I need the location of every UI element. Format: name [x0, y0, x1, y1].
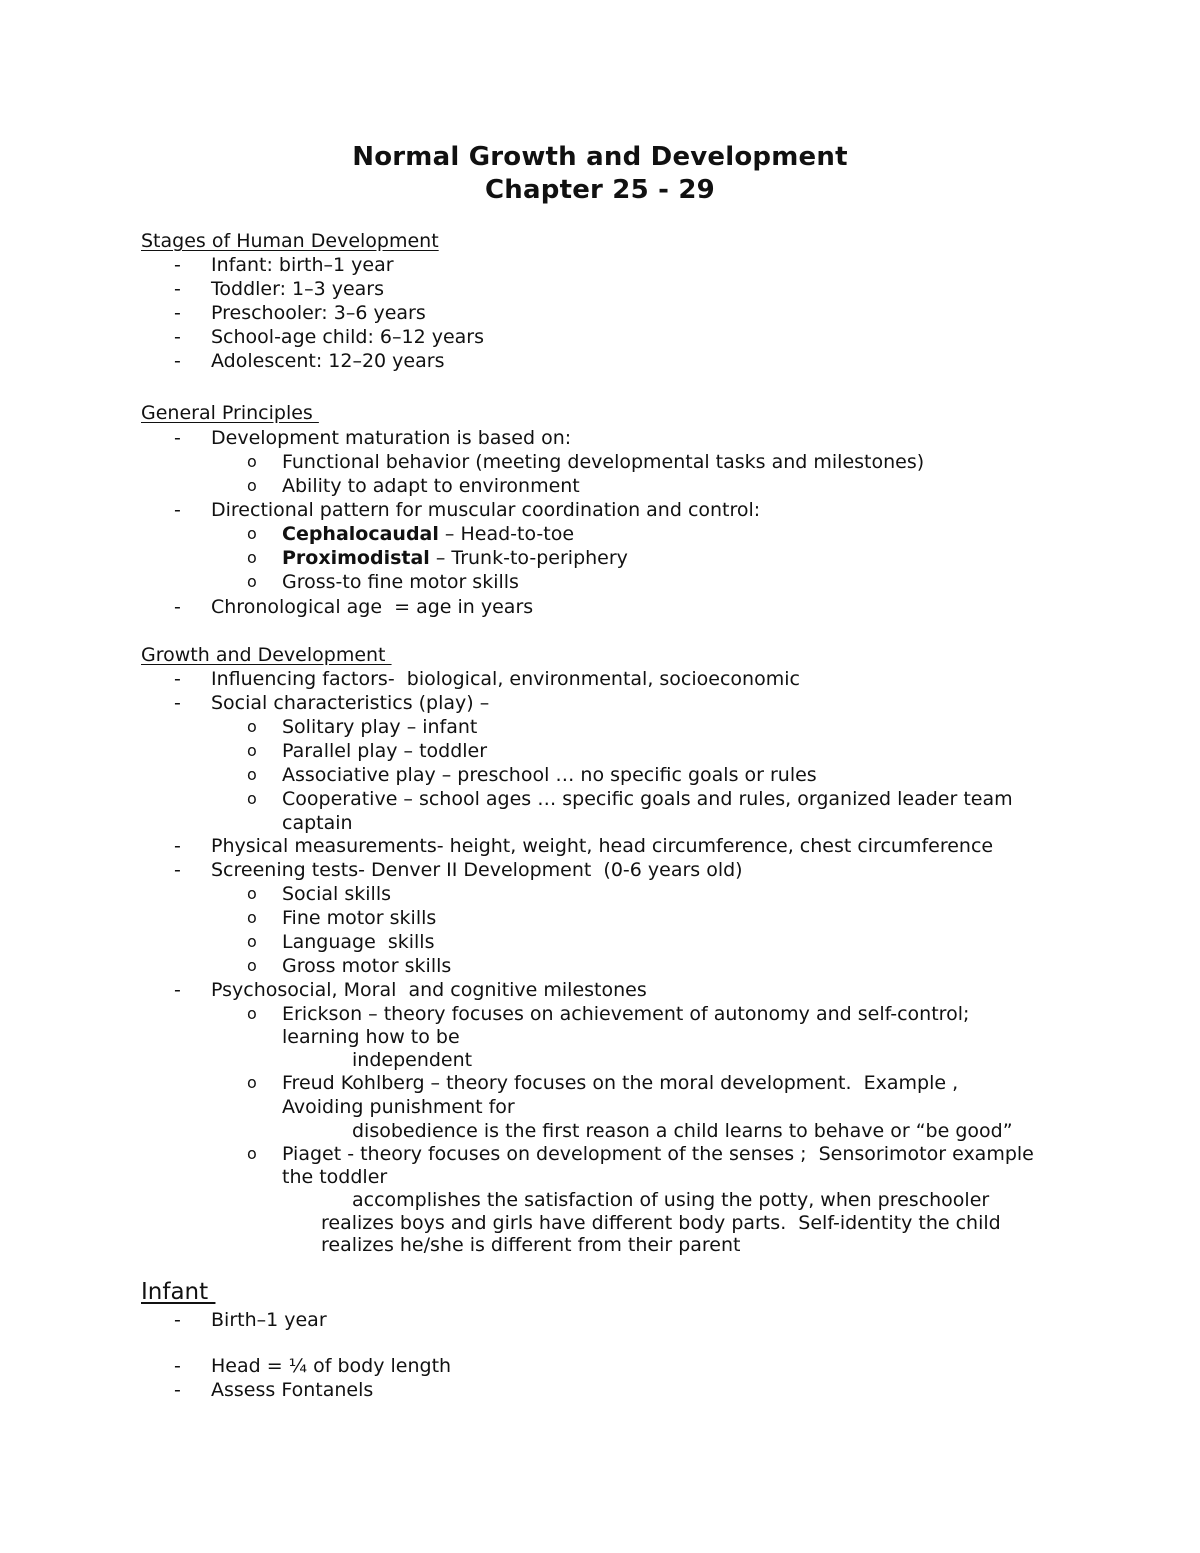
circle-marker: o: [247, 572, 257, 591]
list-item-text: Physical measurements- height, weight, head circumference, chest circumference: [211, 835, 994, 857]
list-item-text: Chronological age = age in years: [211, 596, 534, 618]
list-item-text: Toddler: 1–3 years: [211, 278, 385, 300]
sub-list-item-text: realizes he/she is different from their parent: [321, 1234, 741, 1256]
dash-marker: -: [174, 596, 181, 618]
document-subtitle: Chapter 25 - 29: [485, 175, 715, 205]
principles-heading: General Principles: [141, 402, 319, 424]
dash-marker: -: [174, 859, 181, 881]
circle-marker: o: [247, 476, 257, 495]
sub-list-item-text: Solitary play – infant: [282, 716, 478, 738]
circle-marker: o: [247, 765, 257, 784]
sub-list-item-text: Social skills: [282, 883, 392, 905]
circle-marker: o: [247, 548, 257, 567]
sub-list-item-text: independent: [352, 1049, 473, 1071]
sub-list-item-text: [282, 522, 574, 546]
dash-marker: -: [174, 668, 181, 690]
term-definition: – Trunk-to-periphery: [429, 547, 628, 569]
list-item-text: Screening tests- Denver II Development (0-6 years old): [211, 859, 743, 881]
dash-marker: -: [174, 278, 181, 300]
dash-marker: -: [174, 326, 181, 348]
sub-list-item-text: Associative play – preschool … no specific goals or rules: [282, 764, 817, 786]
list-item-text: Influencing factors- biological, environmental, socioeconomic: [211, 668, 800, 690]
sub-list-item-text: accomplishes the satisfaction of using the potty, when preschooler: [352, 1189, 990, 1211]
dash-marker: -: [174, 835, 181, 857]
list-item-text: Preschooler: 3–6 years: [211, 302, 426, 324]
sub-list-item-text: captain: [282, 812, 353, 834]
dash-marker: -: [174, 1309, 181, 1331]
dash-marker: -: [174, 302, 181, 324]
circle-marker: o: [247, 908, 257, 927]
circle-marker: o: [247, 884, 257, 903]
list-item-text: Head = ¼ of body length: [211, 1355, 452, 1377]
dash-marker: -: [174, 979, 181, 1001]
list-item-text: Infant: birth–1 year: [211, 254, 394, 276]
term-cephalocaudal: Cephalocaudal: [282, 523, 439, 545]
sub-list-item-text: [282, 546, 628, 570]
sub-list-item-text: Gross-to fine motor skills: [282, 571, 519, 593]
list-item-text: Psychosocial, Moral and cognitive milestones: [211, 979, 647, 1001]
circle-marker: o: [247, 956, 257, 975]
dash-marker: -: [174, 1355, 181, 1377]
sub-list-item-text: Avoiding punishment for: [282, 1096, 515, 1118]
sub-list-item-text: Gross motor skills: [282, 955, 452, 977]
sub-list-item-text: Language skills: [282, 931, 435, 953]
list-item-text: Directional pattern for muscular coordination and control:: [211, 499, 761, 521]
infant-heading: Infant: [141, 1279, 216, 1305]
sub-list-item-text: Parallel play – toddler: [282, 740, 488, 762]
sub-list-item-text: Ability to adapt to environment: [282, 475, 580, 497]
dash-marker: -: [174, 692, 181, 714]
circle-marker: o: [247, 932, 257, 951]
circle-marker: o: [247, 741, 257, 760]
dash-marker: -: [174, 499, 181, 521]
sub-list-item-text: disobedience is the first reason a child learns to behave or “be good”: [352, 1120, 1013, 1142]
dash-marker: -: [174, 254, 181, 276]
circle-marker: o: [247, 717, 257, 736]
list-item-text: Assess Fontanels: [211, 1379, 374, 1401]
list-item-text: Birth–1 year: [211, 1309, 327, 1331]
sub-list-item-text: Piaget - theory focuses on development of the senses ; Sensorimotor example: [282, 1143, 1034, 1165]
sub-list-item-text: the toddler: [282, 1166, 388, 1188]
sub-list-item-text: learning how to be: [282, 1026, 460, 1048]
circle-marker: o: [247, 1073, 257, 1092]
circle-marker: o: [247, 789, 257, 808]
sub-list-item-text: realizes boys and girls have different body parts. Self-identity the child: [321, 1212, 1001, 1234]
list-item-text: Adolescent: 12–20 years: [211, 350, 445, 372]
list-item-text: Social characteristics (play) –: [211, 692, 490, 714]
dash-marker: -: [174, 1379, 181, 1401]
sub-list-item-text: Cooperative – school ages … specific goals and rules, organized leader team: [282, 788, 1013, 810]
term-definition: – Head-to-toe: [438, 523, 575, 545]
list-item-text: School-age child: 6–12 years: [211, 326, 485, 348]
list-item-text: Development maturation is based on:: [211, 427, 572, 449]
growth-heading: Growth and Development: [141, 644, 392, 666]
sub-list-item-text: Freud Kohlberg – theory focuses on the moral development. Example ,: [282, 1072, 959, 1094]
dash-marker: -: [174, 427, 181, 449]
circle-marker: o: [247, 1144, 257, 1163]
sub-list-item-text: Functional behavior (meeting developmental tasks and milestones): [282, 451, 925, 473]
stages-heading: Stages of Human Development: [141, 230, 439, 252]
document-title: Normal Growth and Development: [352, 142, 848, 172]
circle-marker: o: [247, 1004, 257, 1023]
sub-list-item-text: Fine motor skills: [282, 907, 437, 929]
dash-marker: -: [174, 350, 181, 372]
sub-list-item-text: Erickson – theory focuses on achievement of autonomy and self-control;: [282, 1003, 970, 1025]
term-proximodistal: Proximodistal: [282, 547, 430, 569]
circle-marker: o: [247, 524, 257, 543]
circle-marker: o: [247, 452, 257, 471]
